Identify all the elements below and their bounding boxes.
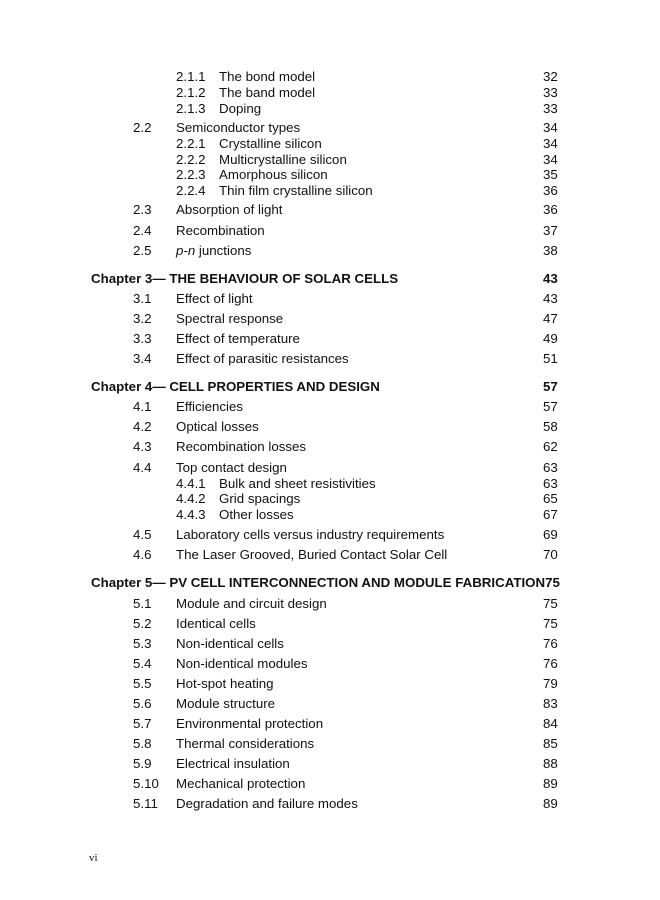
toc-entry-title: Electrical insulation — [176, 756, 290, 771]
toc-entry-title: Laboratory cells versus industry requirements — [176, 527, 445, 542]
toc-entry-number: 5.9 — [133, 756, 152, 771]
toc-entry-number: 5.2 — [133, 616, 152, 631]
toc-entry-title: Module structure — [176, 696, 276, 711]
toc-entry-number: 5.1 — [133, 596, 152, 611]
toc-entry-number: 2.2.1 — [176, 136, 206, 151]
toc-entry-page: 70 — [543, 547, 558, 562]
toc-entry-page: 76 — [543, 636, 558, 651]
toc-entry-number: 3.2 — [133, 311, 152, 326]
toc-entry-page: 35 — [543, 167, 558, 182]
toc-entry-title: Non-identical cells — [176, 636, 284, 651]
toc-entry-page: 62 — [543, 439, 558, 454]
toc-entry-page: 33 — [543, 101, 558, 116]
toc-entry-page: 76 — [543, 656, 558, 671]
toc-entry-title: Chapter 4— CELL PROPERTIES AND DESIGN — [91, 379, 380, 394]
toc-entry-title: Effect of parasitic resistances — [176, 351, 349, 366]
toc-entry-number: 4.4.2 — [176, 491, 206, 506]
toc-entry-number: 4.3 — [133, 439, 152, 454]
toc-entry-page: 75 — [543, 596, 558, 611]
toc-entry-page: 57 — [543, 379, 558, 394]
toc-entry-title: The Laser Grooved, Buried Contact Solar Cell — [176, 547, 448, 562]
toc-entry-page: 38 — [543, 243, 558, 258]
toc-entry-number: 2.1.3 — [176, 101, 206, 116]
toc-entry-title: Multicrystalline silicon — [219, 152, 347, 167]
toc-entry-page: 63 — [543, 460, 558, 475]
toc-entry-title: Effect of light — [176, 291, 253, 306]
toc-entry-number: 2.1.1 — [176, 69, 206, 84]
toc-entry-title: Optical losses — [176, 419, 259, 434]
toc-entry-title: Thermal considerations — [176, 736, 315, 751]
toc-entry-page: 63 — [543, 476, 558, 491]
toc-entry-page: 33 — [543, 85, 558, 100]
toc-entry-title: Semiconductor types — [176, 120, 301, 135]
toc-entry-number: 5.11 — [133, 796, 158, 811]
toc-entry-number: 5.10 — [133, 776, 159, 791]
toc-entry-number: 4.5 — [133, 527, 152, 542]
page-number: vi — [89, 852, 98, 864]
toc-entry-number: 4.6 — [133, 547, 152, 562]
toc-entry-title: Effect of temperature — [176, 331, 300, 346]
toc-entry-page: 36 — [543, 202, 558, 217]
toc-entry-number: 2.1.2 — [176, 85, 206, 100]
toc-entry-page: 69 — [543, 527, 558, 542]
toc-entry-title: Bulk and sheet resistivities — [219, 476, 376, 491]
toc-entry-page: 83 — [543, 696, 558, 711]
toc-entry-number: 3.4 — [133, 351, 152, 366]
toc-entry-title: Module and circuit design — [176, 596, 327, 611]
toc-entry-page: 57 — [543, 399, 558, 414]
toc-entry-title: Chapter 5— PV CELL INTERCONNECTION AND MODULE FABRICATION75 — [91, 575, 560, 590]
toc-entry-number: 4.4 — [133, 460, 152, 475]
toc-entry-number: 5.3 — [133, 636, 152, 651]
toc-entry-page: 47 — [543, 311, 558, 326]
toc-entry-number: 2.2.3 — [176, 167, 206, 182]
toc-entry-page: 89 — [543, 776, 558, 791]
toc-entry-title: The bond model — [219, 69, 316, 84]
toc-entry-page: 36 — [543, 183, 558, 198]
toc-entry-page: 37 — [543, 223, 558, 238]
toc-entry-title: p-n junctions — [176, 243, 252, 258]
toc-entry-page: 34 — [543, 152, 558, 167]
toc-entry-title: Doping — [219, 101, 262, 116]
toc-entry-title: Recombination losses — [176, 439, 307, 454]
toc-entry-title: Amorphous silicon — [219, 167, 328, 182]
toc-entry-title: The band model — [219, 85, 316, 100]
toc-entry-title: Other losses — [219, 507, 294, 522]
toc-entry-page: 89 — [543, 796, 558, 811]
toc-entry-page: 49 — [543, 331, 558, 346]
toc-entry-number: 2.3 — [133, 202, 152, 217]
toc-entry-page: 43 — [543, 271, 558, 286]
toc-entry-title: Crystalline silicon — [219, 136, 322, 151]
toc-entry-page: 43 — [543, 291, 558, 306]
toc-entry-title: Spectral response — [176, 311, 284, 326]
toc-entry-title: Environmental protection — [176, 716, 324, 731]
toc-entry-page: 84 — [543, 716, 558, 731]
toc-entry-title: Non-identical modules — [176, 656, 308, 671]
toc-entry-number: 5.7 — [133, 716, 152, 731]
toc-entry-title: Degradation and failure modes — [176, 796, 358, 811]
toc-entry-number: 2.2.2 — [176, 152, 206, 167]
toc-entry-number: 2.4 — [133, 223, 152, 238]
toc-entry-number: 4.1 — [133, 399, 152, 414]
toc-entry-number: 2.2.4 — [176, 183, 206, 198]
toc-entry-number: 5.8 — [133, 736, 152, 751]
toc-entry-title: Efficiencies — [176, 399, 244, 414]
toc-entry-title: Top contact design — [176, 460, 287, 475]
toc-entry-page: 67 — [543, 507, 558, 522]
toc-entry-number: 3.1 — [133, 291, 152, 306]
toc-entry-number: 2.5 — [133, 243, 152, 258]
toc-entry-number: 5.5 — [133, 676, 152, 691]
toc-entry-title: Recombination — [176, 223, 265, 238]
toc-entry-title: Hot-spot heating — [176, 676, 274, 691]
toc-entry-title: Identical cells — [176, 616, 256, 631]
toc-entry-title: Grid spacings — [219, 491, 301, 506]
toc-entry-page: 32 — [543, 69, 558, 84]
toc-entry-page: 88 — [543, 756, 558, 771]
toc-entry-number: 2.2 — [133, 120, 152, 135]
toc-entry-page: 34 — [543, 136, 558, 151]
toc-entry-number: 4.4.1 — [176, 476, 206, 491]
toc-entry-page: 85 — [543, 736, 558, 751]
toc-entry-page: 58 — [543, 419, 558, 434]
toc-entry-number: 5.4 — [133, 656, 152, 671]
toc-entry-number: 3.3 — [133, 331, 152, 346]
toc-entry-title: Absorption of light — [176, 202, 283, 217]
toc-entry-page: 51 — [543, 351, 558, 366]
toc-entry-page: 79 — [543, 676, 558, 691]
toc-entry-page: 34 — [543, 120, 558, 135]
toc-entry-title: Chapter 3— THE BEHAVIOUR OF SOLAR CELLS — [91, 271, 399, 286]
toc-entry-number: 4.2 — [133, 419, 152, 434]
toc-entry-title: Mechanical protection — [176, 776, 306, 791]
toc-entry-number: 5.6 — [133, 696, 152, 711]
toc-entry-title: Thin film crystalline silicon — [219, 183, 373, 198]
toc-entry-page: 75 — [543, 616, 558, 631]
toc-entry-page: 65 — [543, 491, 558, 506]
toc-entry-number: 4.4.3 — [176, 507, 206, 522]
